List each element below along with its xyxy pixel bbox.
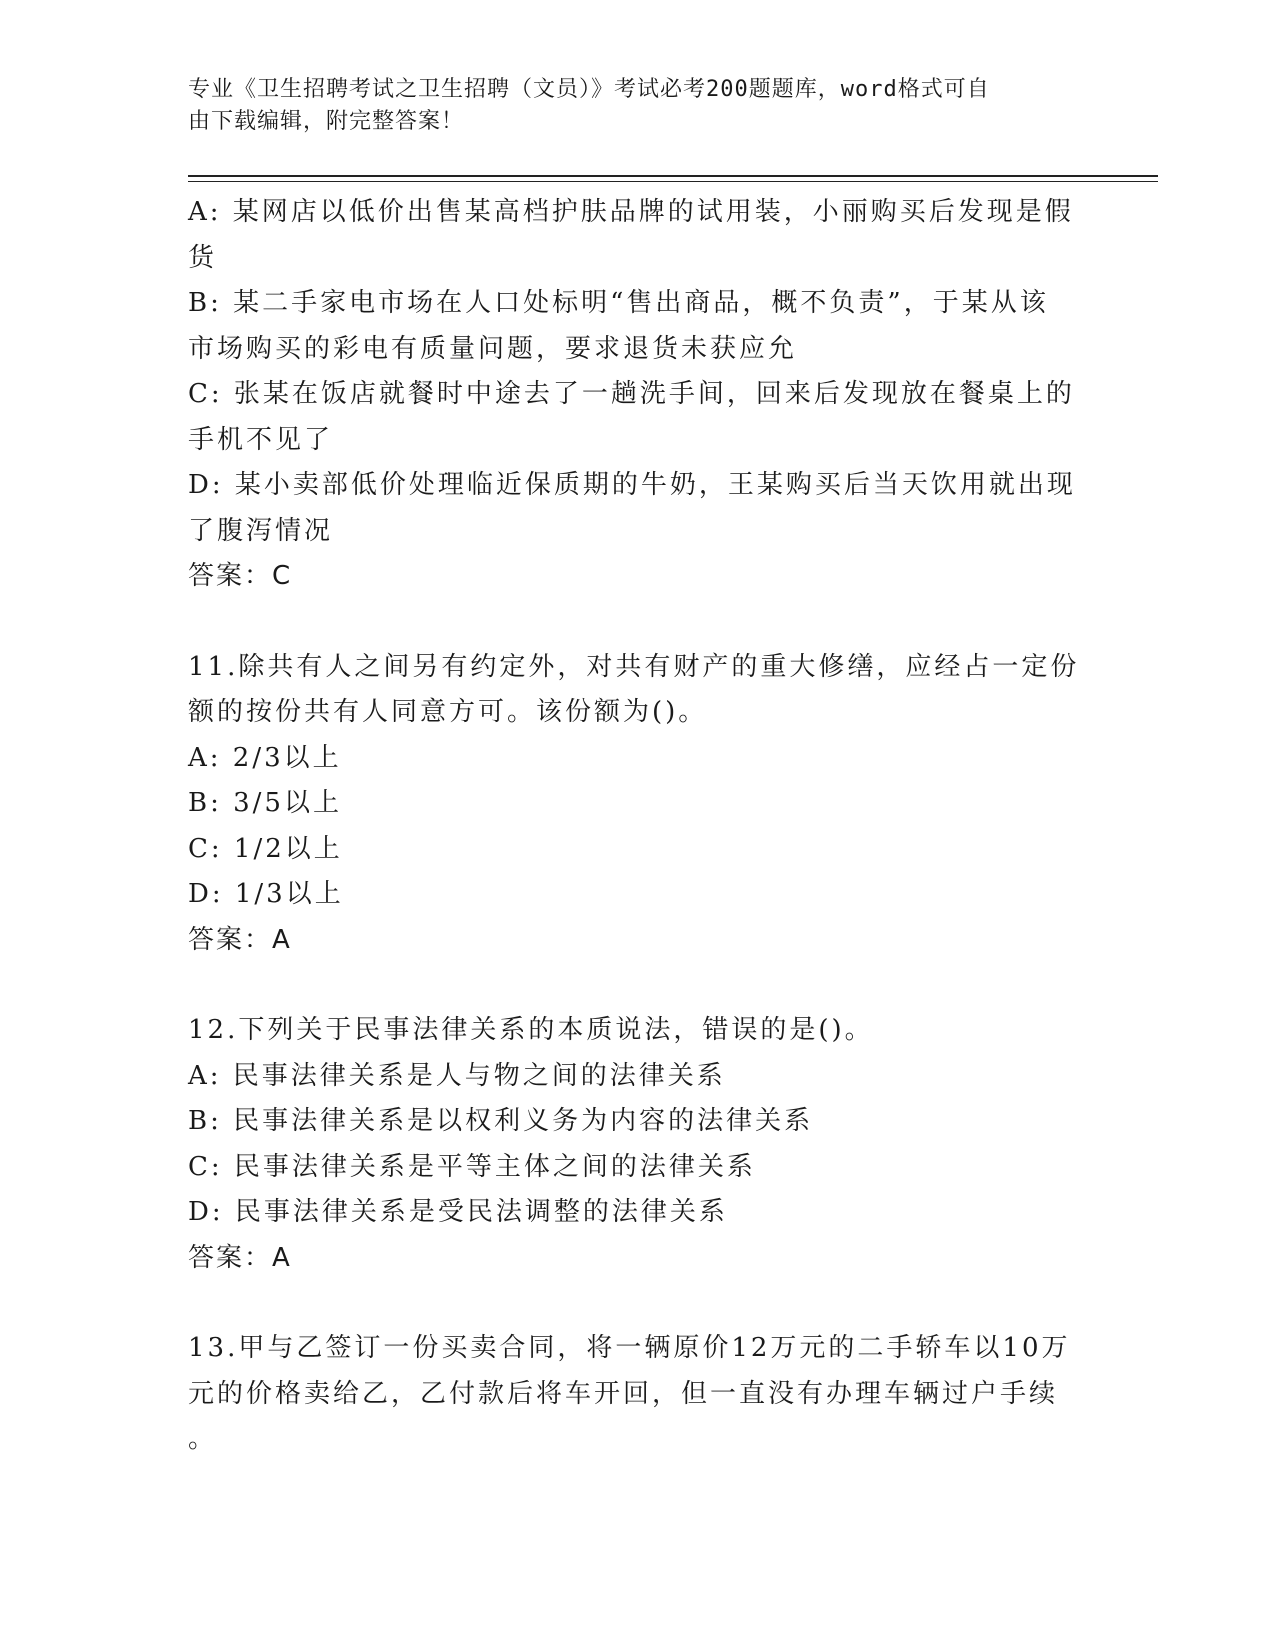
question-stem: 13.甲与乙签订一份买卖合同，将一辆原价12万元的二手轿车以10万: [188, 1333, 1071, 1363]
header-rule-thin: [188, 181, 1158, 182]
option-c: [188, 372, 1078, 463]
question-11: [188, 645, 1078, 964]
answer-line: 答案：A: [188, 1242, 292, 1273]
question-12: [188, 1008, 1078, 1281]
option-a: A: 民事法律关系是人与物之间的法律关系: [188, 1060, 726, 1091]
option-d: [188, 463, 1078, 554]
option-line: A: 某网店以低价出售某高档护肤品牌的试用装，小丽购买后发现是假: [188, 197, 1074, 227]
document-header: [188, 74, 1068, 138]
header-line-2: 由下载编辑，附完整答案！: [188, 109, 465, 134]
option-c: C: 民事法律关系是平等主体之间的法律关系: [188, 1151, 756, 1182]
option-b: [188, 281, 1078, 372]
spacer: [188, 963, 1078, 1008]
question-10: [188, 190, 1078, 600]
option-b: B: 民事法律关系是以权利义务为内容的法律关系: [188, 1106, 814, 1136]
option-line: 了腹泻情况: [188, 515, 334, 546]
spacer: [188, 1281, 1078, 1326]
answer-line: 答案：C: [188, 561, 293, 591]
option-line: 手机不见了: [188, 424, 334, 455]
option-line: D: 某小卖部低价处理临近保质期的牛奶，王某购买后当天饮用就出现: [188, 470, 1076, 500]
option-d: D: 1/3以上: [188, 879, 344, 909]
option-a: [188, 190, 1078, 281]
header-rule-thick: [188, 175, 1158, 177]
option-c: C: 1/2以上: [188, 833, 343, 864]
answer-line: 答案：A: [188, 924, 292, 955]
question-stem: 。: [188, 1424, 218, 1454]
question-stem: 11.除共有人之间另有约定外，对共有财产的重大修缮，应经占一定份: [188, 651, 1080, 682]
question-stem: 额的按份共有人同意方可。该份额为()。: [188, 697, 708, 727]
spacer: [188, 600, 1078, 645]
option-line: 货: [188, 242, 218, 273]
question-stem: 元的价格卖给乙，乙付款后将车开回，但一直没有办理车辆过户手续: [188, 1378, 1059, 1409]
option-line: B: 某二手家电市场在人口处标明“售出商品，概不负责”，于某从该: [188, 288, 1049, 318]
option-line: 市场购买的彩电有质量问题，要求退货未获应允: [188, 333, 798, 364]
header-line-1: 专业《卫生招聘考试之卫生招聘（文员）》考试必考200题题库，word格式可自: [188, 77, 990, 102]
option-d: D: 民事法律关系是受民法调整的法律关系: [188, 1197, 728, 1227]
option-line: C: 张某在饭店就餐时中途去了一趟洗手间，回来后发现放在餐桌上的: [188, 379, 1075, 409]
option-a: A: 2/3以上: [188, 742, 342, 773]
question-13: [188, 1326, 1078, 1463]
question-stem: 12.下列关于民事法律关系的本质说法，错误的是()。: [188, 1015, 874, 1045]
option-b: B: 3/5以上: [188, 788, 342, 818]
question-list: [188, 190, 1078, 1463]
